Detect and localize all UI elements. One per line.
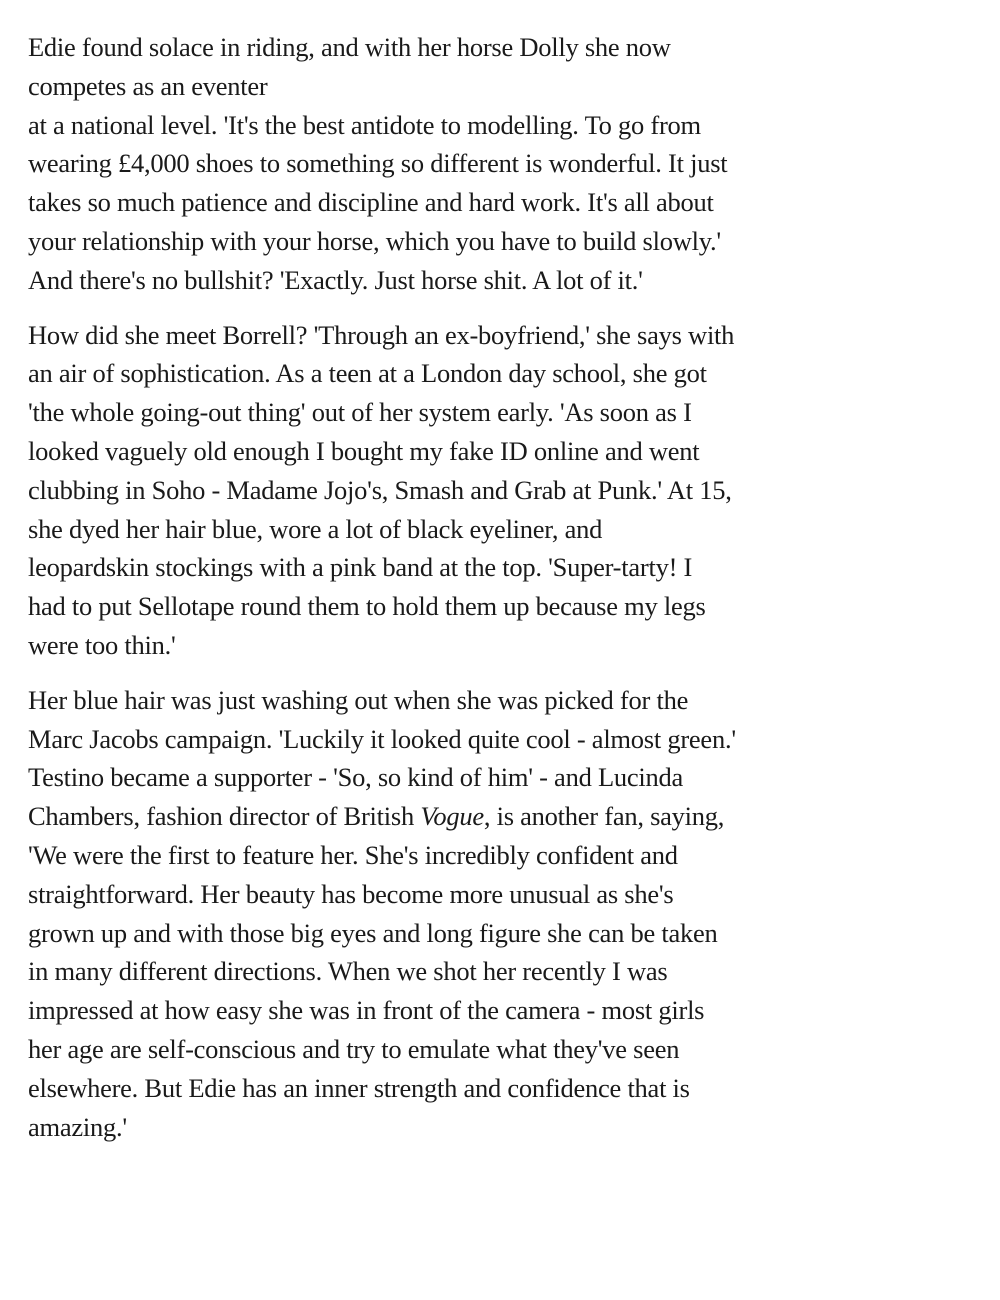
text-line: elsewhere. But Edie has an inner strength and confidence that is [28, 1072, 690, 1103]
text-line: your relationship with your horse, which you have to build slowly.' [28, 225, 721, 256]
text-line: 'We were the first to feature her. She's incredibly confident and [28, 839, 678, 870]
text-line: Marc Jacobs campaign. 'Luckily it looked quite cool - almost green.' [28, 723, 736, 754]
text-line: her age are self-conscious and try to emulate what they've seen [28, 1033, 680, 1064]
text-line: amazing.' [28, 1111, 127, 1142]
text-line: competes as an eventer [28, 70, 268, 101]
text-line: were too thin.' [28, 629, 176, 660]
text-line: straightforward. Her beauty has become more unusual as she's [28, 878, 674, 909]
text-line: And there's no bullshit? 'Exactly. Just horse shit. A lot of it.' [28, 264, 643, 295]
text-fragment: Chambers, fashion director of British [28, 801, 421, 832]
paragraph-riding [28, 28, 828, 300]
text-line: Edie found solace in riding, and with her horse Dolly she now [28, 32, 671, 62]
text-line: wearing £4,000 shoes to something so different is wonderful. It just [28, 148, 728, 179]
publication-name: Vogue [420, 801, 484, 832]
paragraph-borrell [28, 316, 828, 665]
text-line: Testino became a supporter - 'So, so kind of him' - and Lucinda [28, 762, 684, 793]
text-line: grown up and with those big eyes and long figure she can be taken [28, 917, 718, 948]
text-line: leopardskin stockings with a pink band at the top. 'Super-tarty! I [28, 552, 693, 583]
text-line: had to put Sellotape round them to hold them up because my legs [28, 591, 706, 622]
text-line: in many different directions. When we shot her recently I was [28, 956, 668, 987]
text-line: impressed at how easy she was in front of the camera - most girls [28, 995, 705, 1026]
text-line [28, 797, 828, 836]
article-body [28, 28, 828, 1162]
text-line: 'the whole going-out thing' out of her system early. 'As soon as I [28, 397, 692, 428]
text-fragment: , is another fan, saying, [483, 801, 725, 832]
text-line: at a national level. 'It's the best antidote to modelling. To go from [28, 109, 701, 140]
paragraph-blue-hair [28, 681, 828, 1147]
text-line: an air of sophistication. As a teen at a London day school, she got [28, 358, 707, 389]
text-line: takes so much patience and discipline and hard work. It's all about [28, 187, 714, 218]
text-line: Her blue hair was just washing out when she was picked for the [28, 684, 689, 715]
text-line: clubbing in Soho - Madame Jojo's, Smash and Grab at Punk.' At 15, [28, 474, 732, 505]
text-line: looked vaguely old enough I bought my fake ID online and went [28, 435, 700, 466]
text-line: How did she meet Borrell? 'Through an ex-boyfriend,' she says with [28, 319, 735, 350]
text-line: she dyed her hair blue, wore a lot of black eyeliner, and [28, 513, 603, 544]
